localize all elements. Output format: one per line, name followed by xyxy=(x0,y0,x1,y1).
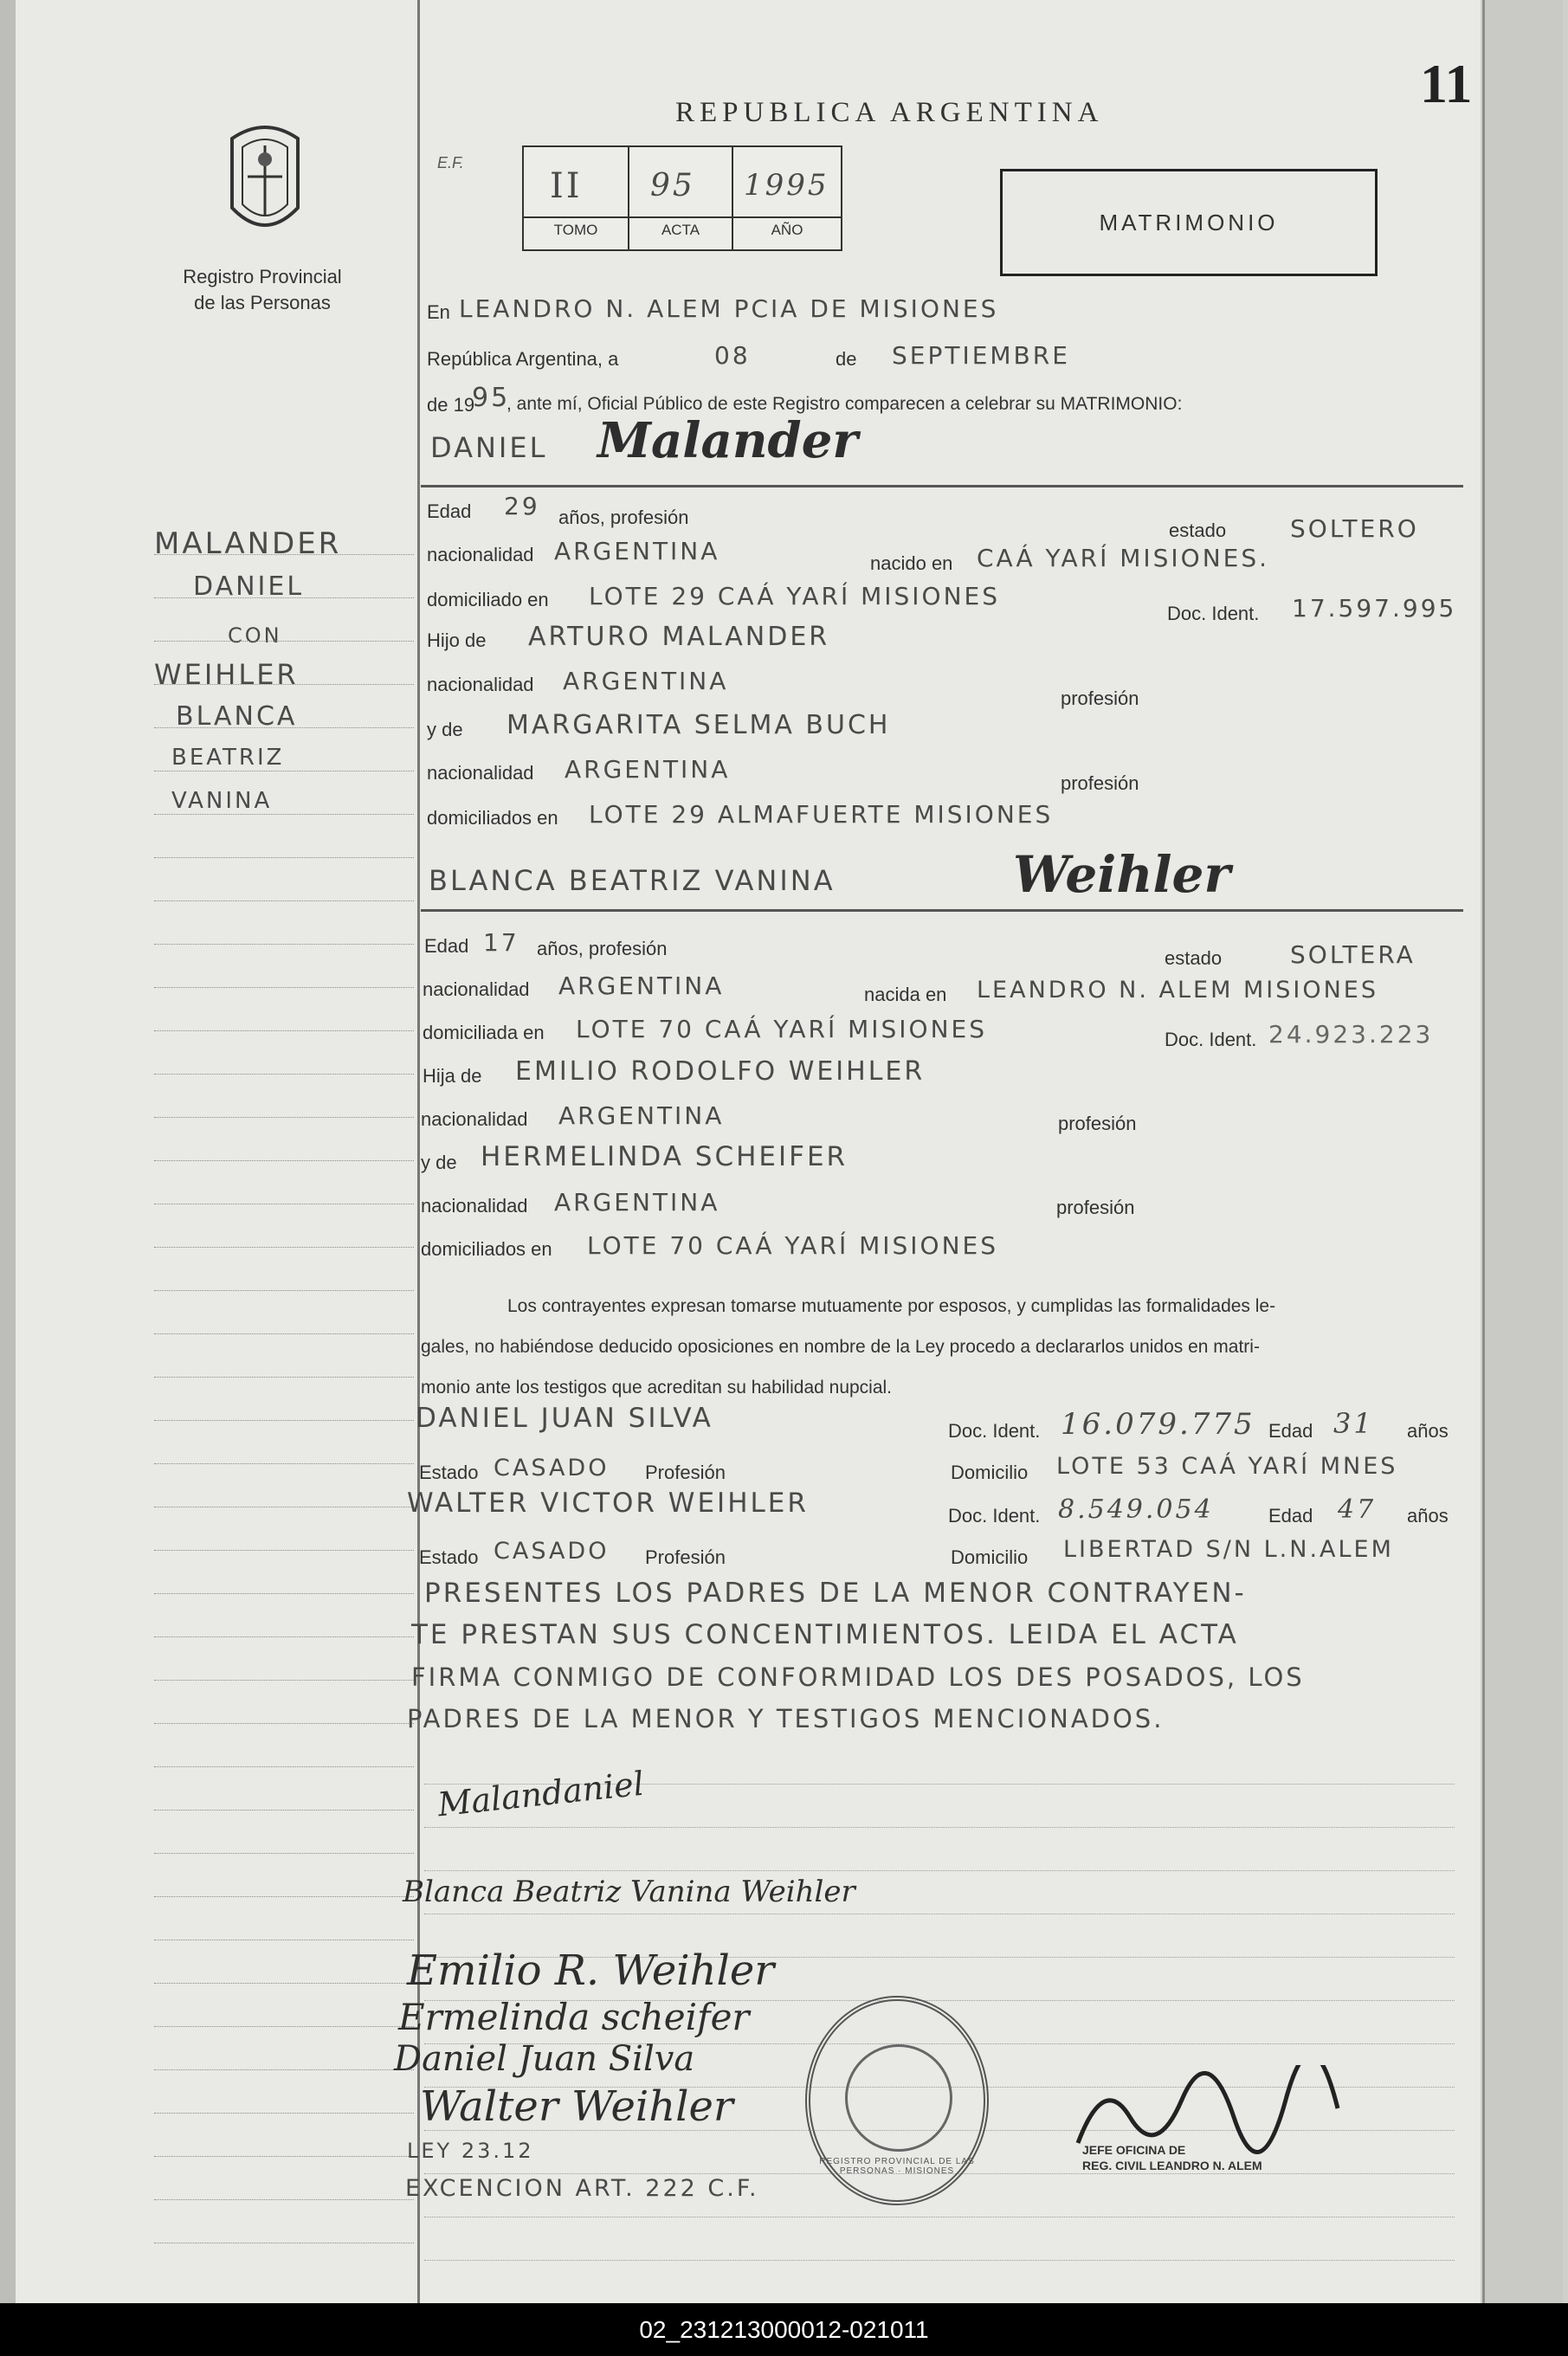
ano-label: AÑO xyxy=(771,222,803,238)
registry-name-line1: Registro Provincial xyxy=(183,266,342,287)
ruled-line xyxy=(154,1074,414,1075)
place-label: En xyxy=(427,301,450,323)
groom-estado-label: estado xyxy=(1169,520,1227,541)
signature-bride-mother: Ermelinda scheifer xyxy=(398,1996,750,2038)
page-number: 11 xyxy=(1420,53,1473,114)
witness-2-estado: CASADO xyxy=(494,1538,610,1565)
groom-nacido-value: CAÁ YARÍ MISIONES. xyxy=(977,544,1270,572)
country-title: REPUBLICA ARGENTINA xyxy=(675,97,1104,128)
official-stamp-line-1: JEFE OFICINA DE xyxy=(1082,2143,1186,2157)
acta-value: 95 xyxy=(650,168,695,203)
coat-of-arms-icon xyxy=(223,121,307,242)
date-label-1: República Argentina, a xyxy=(427,348,619,370)
ruled-line xyxy=(154,944,414,945)
groom-doc-label: Doc. Ident. xyxy=(1167,603,1260,624)
groom-estado-value: SOLTERO xyxy=(1290,514,1419,543)
bride-parents-dom-value: LOTE 70 CAÁ YARÍ MISIONES xyxy=(587,1231,998,1260)
witness-1-prof-label: Profesión xyxy=(645,1462,726,1483)
witness-2-anos-label: años xyxy=(1407,1505,1449,1527)
ruled-line xyxy=(154,1420,414,1421)
groom-father-prof-label: profesión xyxy=(1061,687,1139,709)
signature-bride: Blanca Beatriz Vanina Weihler xyxy=(403,1875,855,1909)
bride-nac-value: ARGENTINA xyxy=(558,971,725,1000)
declaration-line-1: Los contrayentes expresan tomarse mutuamente por esposos, y cumplidas las formalidades le- xyxy=(507,1296,1276,1316)
ruled-line xyxy=(154,1853,414,1854)
bride-dom-label: domiciliada en xyxy=(423,1022,545,1043)
ruled-line xyxy=(154,1550,414,1551)
note-line-2: TE PRESTAN SUS CONCENTIMIENTOS. LEIDA EL ACTA xyxy=(411,1619,1239,1650)
bride-mother-nac-label: nacionalidad xyxy=(421,1195,528,1217)
bride-father-prof-label: profesión xyxy=(1058,1113,1137,1134)
bride-mother-prof-label: profesión xyxy=(1056,1197,1135,1218)
witness-1-edad-label: Edad xyxy=(1268,1420,1313,1442)
margin-name-2: DANIEL xyxy=(193,571,305,602)
signature-groom: Malandaniel xyxy=(436,1764,646,1824)
declaration-text xyxy=(421,1286,1455,1408)
signature-witness-2: Walter Weihler xyxy=(420,2082,733,2131)
ruled-line xyxy=(154,2156,414,2157)
groom-mother-prof-label: profesión xyxy=(1061,772,1139,794)
groom-parents-dom-value: LOTE 29 ALMAFUERTE MISIONES xyxy=(589,800,1054,829)
groom-nacido-label: nacido en xyxy=(870,552,953,574)
bride-surname: Weihler xyxy=(1013,845,1231,904)
ruled-line xyxy=(154,987,414,988)
witness-2-estado-label: Estado xyxy=(419,1546,479,1568)
groom-nac-label: nacionalidad xyxy=(427,544,534,565)
doc-type-box: MATRIMONIO xyxy=(1000,169,1378,276)
ruled-line xyxy=(154,2199,414,2200)
month-value: SEPTIEMBRE xyxy=(892,341,1070,370)
day-value: 08 xyxy=(714,341,751,370)
groom-doc-value: 17.597.995 xyxy=(1292,594,1457,623)
margin-name-4: WEIHLER xyxy=(154,658,299,691)
year-label: de 19 xyxy=(427,394,475,416)
groom-father-nac-label: nacionalidad xyxy=(427,674,534,695)
ruled-line xyxy=(154,1810,414,1811)
ruled-line xyxy=(424,2260,1455,2261)
footer-note-exemption: EXCENCION ART. 222 C.F. xyxy=(405,2175,759,2202)
bride-dom-value: LOTE 70 CAÁ YARÍ MISIONES xyxy=(576,1015,987,1043)
groom-anos-profesion: años, profesión xyxy=(558,507,689,528)
archive-id-bar: 02_231213000012-021011 xyxy=(0,2303,1568,2356)
year-value: 95 xyxy=(472,383,511,413)
bride-mother-nac-value: ARGENTINA xyxy=(554,1188,720,1217)
witness-1-estado-label: Estado xyxy=(419,1462,479,1483)
ruled-line xyxy=(154,1030,414,1031)
ruled-line xyxy=(154,1117,414,1118)
ano-value: 1995 xyxy=(744,168,829,203)
witness-1-edad: 31 xyxy=(1333,1407,1374,1440)
witness-2-doc-label: Doc. Ident. xyxy=(948,1505,1041,1527)
ruled-line xyxy=(424,1870,1455,1871)
footer-note-law: LEY 23.12 xyxy=(407,2139,534,2163)
ruled-line xyxy=(154,1160,414,1161)
ruled-line xyxy=(154,1377,414,1378)
groom-father: ARTURO MALANDER xyxy=(528,622,830,652)
groom-edad-label: Edad xyxy=(427,500,472,522)
groom-parents-dom-label: domiciliados en xyxy=(427,807,558,829)
registry-name-line2: de las Personas xyxy=(194,292,331,313)
bride-mother-label: y de xyxy=(421,1152,457,1173)
witness-1-dom-label: Domicilio xyxy=(951,1462,1029,1483)
bride-hija-label: Hija de xyxy=(423,1065,482,1087)
witness-2-edad: 47 xyxy=(1338,1494,1377,1525)
ruled-line xyxy=(154,1593,414,1594)
declaration-line-2: gales, no habiéndose deducido oposiciones en nombre de la Ley procedo a declararlos unidos en matri- xyxy=(421,1337,1260,1357)
witness-1-name: DANIEL JUAN SILVA xyxy=(416,1403,713,1434)
bride-nacida-label: nacida en xyxy=(864,984,947,1005)
groom-edad-value: 29 xyxy=(504,492,540,520)
note-line-3: FIRMA CONMIGO DE CONFORMIDAD LOS DES POSADOS, LOS xyxy=(411,1662,1305,1692)
ruled-line xyxy=(154,597,414,598)
ruled-line xyxy=(154,900,414,901)
ruled-line xyxy=(154,554,414,555)
witness-1-estado: CASADO xyxy=(494,1455,610,1481)
ruled-line xyxy=(154,2113,414,2114)
stamp-text: REGISTRO PROVINCIAL DE LAS PERSONAS · MISIONES xyxy=(819,2157,975,2176)
witness-2-prof-label: Profesión xyxy=(645,1546,726,1568)
ruled-line xyxy=(154,1680,414,1681)
bride-estado-label: estado xyxy=(1165,947,1223,969)
ruled-line xyxy=(154,1636,414,1637)
bride-doc-value: 24.923.223 xyxy=(1268,1020,1434,1049)
ruled-line xyxy=(154,684,414,685)
bride-name: BLANCA BEATRIZ VANINA xyxy=(429,864,836,897)
witness-2-name: WALTER VICTOR WEIHLER xyxy=(407,1488,809,1519)
groom-hijo-label: Hijo de xyxy=(427,629,487,651)
page-edge-right xyxy=(1482,0,1563,2303)
signature-witness-1: Daniel Juan Silva xyxy=(394,2039,695,2079)
groom-mother-nac-value: ARGENTINA xyxy=(565,755,731,784)
note-line-4: PADRES DE LA MENOR Y TESTIGOS MENCIONADOS. xyxy=(407,1704,1165,1733)
bride-parents-dom-label: domiciliados en xyxy=(421,1238,552,1260)
witness-2-dom-label: Domicilio xyxy=(951,1546,1029,1568)
bride-father-nac-value: ARGENTINA xyxy=(558,1101,725,1130)
left-margin-column xyxy=(16,0,420,2303)
bride-mother: HERMELINDA SCHEIFER xyxy=(481,1141,849,1172)
reference-box xyxy=(522,145,842,251)
ruled-line xyxy=(154,1723,414,1724)
place-value: LEANDRO N. ALEM PCIA DE MISIONES xyxy=(459,294,999,323)
ruled-line xyxy=(154,1333,414,1334)
groom-nac-value: ARGENTINA xyxy=(554,537,720,565)
witness-1-doc-label: Doc. Ident. xyxy=(948,1420,1041,1442)
margin-name-3: CON xyxy=(228,623,282,648)
date-label-2: de xyxy=(836,348,857,370)
bride-edad-value: 17 xyxy=(483,928,519,957)
ef-mark: E.F. xyxy=(437,154,464,171)
bride-father-nac-label: nacionalidad xyxy=(421,1108,528,1130)
groom-dom-value: LOTE 29 CAÁ YARÍ MISIONES xyxy=(589,582,1000,610)
ruled-line xyxy=(154,1290,414,1291)
note-line-1: PRESENTES LOS PADRES DE LA MENOR CONTRAYEN- xyxy=(424,1578,1247,1609)
ruled-line xyxy=(154,814,414,815)
groom-dom-label: domiciliado en xyxy=(427,589,549,610)
groom-separator xyxy=(421,485,1463,487)
ruled-line xyxy=(424,1827,1455,1828)
bride-estado-value: SOLTERA xyxy=(1290,940,1416,969)
tomo-label: TOMO xyxy=(553,222,598,238)
official-stamp-text xyxy=(1082,2142,1262,2173)
ruled-line xyxy=(154,641,414,642)
witness-2-dom: LIBERTAD S/N L.N.ALEM xyxy=(1063,1536,1394,1563)
ruled-line xyxy=(154,727,414,728)
bride-nacida-value: LEANDRO N. ALEM MISIONES xyxy=(977,977,1378,1004)
official-stamp-line-2: REG. CIVIL LEANDRO N. ALEM xyxy=(1082,2159,1262,2172)
groom-father-nac-value: ARGENTINA xyxy=(563,667,729,695)
declaration-line-3: monio ante los testigos que acreditan su habilidad nupcial. xyxy=(421,1378,893,1397)
witness-1-dom: LOTE 53 CAÁ YARÍ MNES xyxy=(1056,1453,1398,1480)
groom-name: DANIEL xyxy=(430,431,548,464)
margin-name-1: MALANDER xyxy=(154,526,342,561)
groom-mother: MARGARITA SELMA BUCH xyxy=(507,710,891,740)
groom-mother-nac-label: nacionalidad xyxy=(427,762,534,784)
ruled-line xyxy=(154,1983,414,1984)
signature-bride-father: Emilio R. Weihler xyxy=(407,1946,775,1995)
ruled-line xyxy=(154,1463,414,1464)
bride-nac-label: nacionalidad xyxy=(423,978,530,1000)
bride-doc-label: Doc. Ident. xyxy=(1165,1029,1257,1050)
ruled-line xyxy=(154,1247,414,1248)
margin-name-7: VANINA xyxy=(171,788,273,814)
witness-2-doc: 8.549.054 xyxy=(1058,1494,1214,1525)
ruled-line xyxy=(154,2069,414,2070)
witness-1-doc: 16.079.775 xyxy=(1061,1407,1255,1442)
tomo-value: II xyxy=(550,166,583,206)
margin-name-5: BLANCA xyxy=(176,701,298,732)
bride-anos-profesion: años, profesión xyxy=(537,938,668,959)
ruled-line xyxy=(154,1896,414,1897)
witness-1-anos-label: años xyxy=(1407,1420,1449,1442)
bride-father: EMILIO RODOLFO WEIHLER xyxy=(515,1056,926,1087)
bride-edad-label: Edad xyxy=(424,935,469,957)
acta-label: ACTA xyxy=(661,222,700,238)
intro-text: , ante mí, Oficial Público de este Registro comparecen a celebrar su MATRIMONIO: xyxy=(507,394,1183,414)
ruled-line xyxy=(154,1766,414,1767)
witness-2-edad-label: Edad xyxy=(1268,1505,1313,1527)
margin-name-6: BEATRIZ xyxy=(171,745,285,771)
official-stamp-seal xyxy=(805,1996,989,2205)
binding-edge xyxy=(0,0,16,2303)
groom-surname: Malander xyxy=(597,412,858,469)
ruled-line xyxy=(154,2026,414,2027)
groom-mother-label: y de xyxy=(427,719,463,740)
ruled-line xyxy=(154,857,414,858)
bride-separator xyxy=(421,909,1463,912)
